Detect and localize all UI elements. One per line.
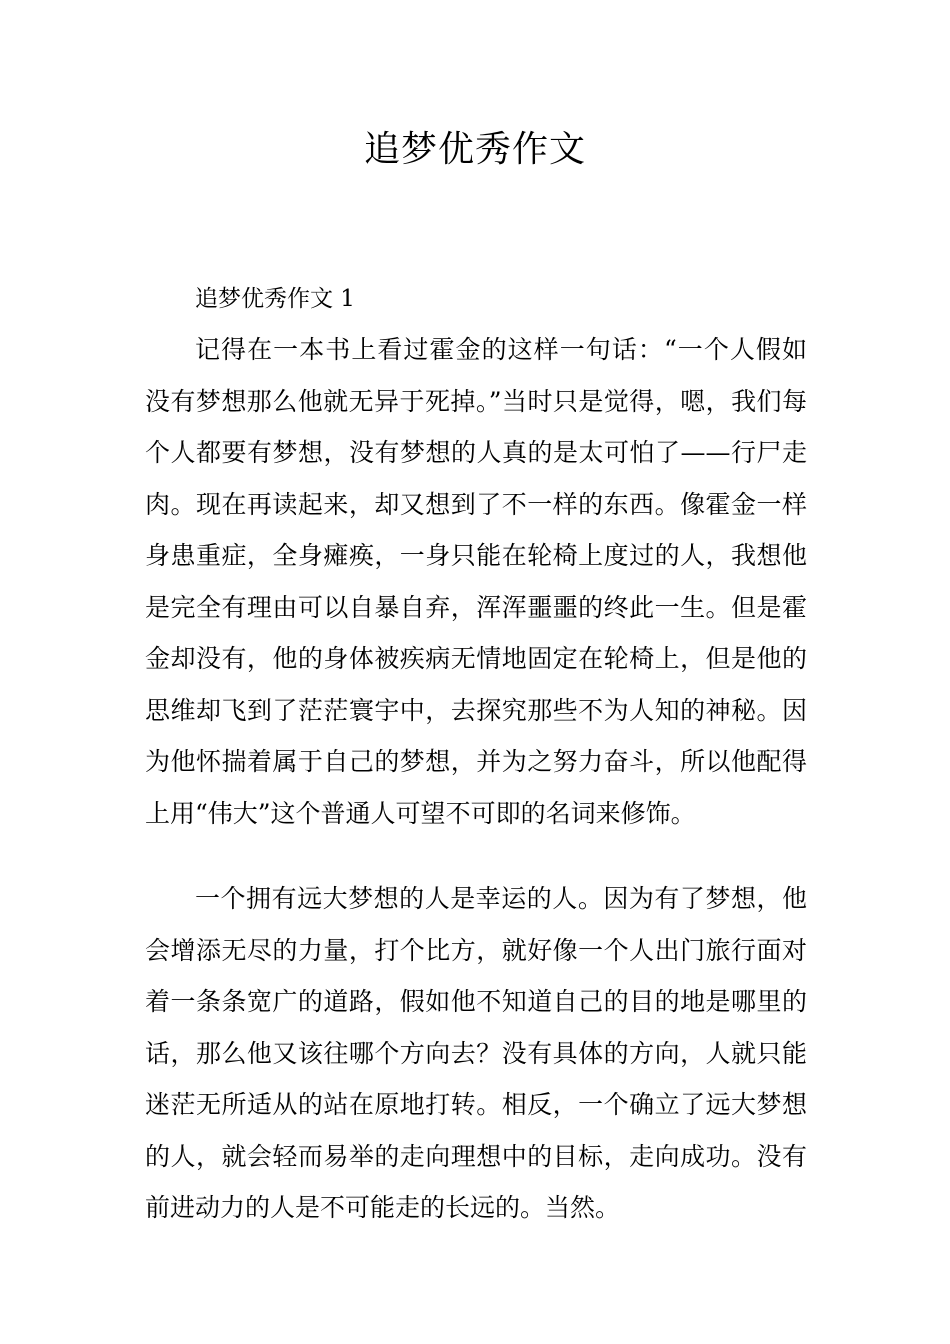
section-heading: 追梦优秀作文 1 bbox=[195, 286, 355, 312]
document-title: 追梦优秀作文 bbox=[363, 129, 586, 170]
paragraph-1: 记得在一本书上看过霍金的这样一句话：“一个人假如没有梦想那么他就无异于死掉。”当时只是觉得，嗯，我们每个人都要有梦想，没有梦想的人真的是太可怕了——行尸走肉。现在再读起来，却又想到了不一样的东西。像霍金一样身患重症，全身瘫痪，一身只能在轮椅上度过的人，我想他是完全有理由可以自暴自弃，浑浑噩噩的终此一生。但是霍金却没有，他的身体被疾病无情地固定在轮椅上，但是他的思维却飞到了茫茫寰宇中，去探究那些不为人知的神秘。因为他怀揣着属于自己的梦想，并为之努力奋斗，所以他配得上用“伟大”这个普通人可望不可即的名词来修饰。 bbox=[145, 335, 807, 828]
paragraph-2: 一个拥有远大梦想的人是幸运的人。因为有了梦想，他会增添无尽的力量，打个比方，就好像一个人出门旅行面对着一条条宽广的道路，假如他不知道自己的目的地是哪里的话，那么他又该往哪个方向去？没有具体的方向，人就只能迷茫无所适从的站在原地打转。相反，一个确立了远大梦想的人，就会轻而易举的走向理想中的目标，走向成功。没有前进动力的人是不可能走的长远的。当然。 bbox=[145, 884, 807, 1222]
